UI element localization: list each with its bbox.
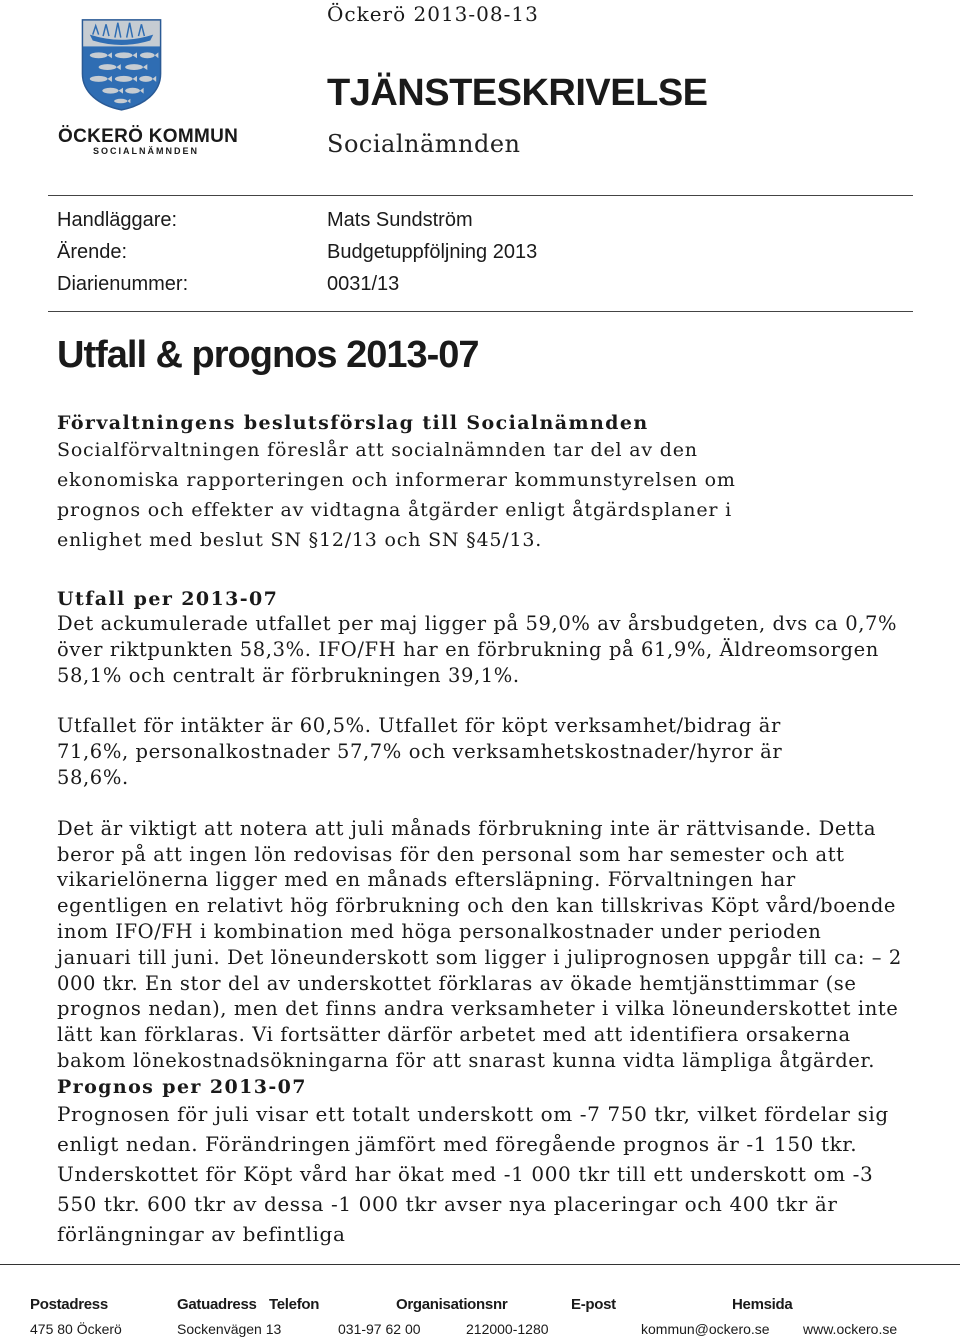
footer-telefon-label: Telefon [269,1296,320,1313]
document-date: Öckerö 2013-08-13 [327,2,539,26]
diarienummer-value: 0031/13 [327,273,400,295]
logo-subname: SOCIALNÄMNDEN [93,146,199,156]
arende-value: Budgetuppföljning 2013 [327,241,538,263]
outcome-paragraph-3: Det är viktigt att notera att juli månads förbrukning inte är rättvisande. Detta beror på att ingen lön redovisas för den personal som har semester och att vikarielönerna ligger med en månads eftersläpning. Förvaltningen har egentligen en relativt hög förbrukning och den kan tillskrivas Köpt vård/boende inom IFO/FH i kombination med höga personalkostnader under perioden januari till juni. Det löneunderskott som ligger i juliprognosen uppgår till ca: – 2 000 tkr. En stor del av underskottet förklaras av ökade hemtjänsttimmar (se prognos nedan), men det finns andra verksamheter i vilka löneunderskottet inte lätt kan förklaras. Vi fortsätter därför arbetet med att identifiera orsakerna bakom lönekostnadsökningarna för att snarast kunna vidta lämpliga åtgärder. [57,816,902,1072]
logo-name: ÖCKERÖ KOMMUN [58,126,239,147]
footer-hemsida-label: Hemsida [732,1296,793,1313]
diarienummer-label: Diarienummer: [57,273,189,295]
outcome-section [57,588,907,1074]
proposal-heading: Förvaltningens beslutsförslag till Socialnämnden [57,412,649,434]
footer-postadress-value: 475 80 Öckerö [30,1321,122,1337]
footer-divider [0,1264,960,1265]
footer-orgnr-label: Organisationsnr [396,1296,508,1313]
handlaggare-label: Handläggare: [57,209,178,231]
main-heading: Utfall & prognos 2013-07 [57,334,479,376]
department-name: Socialnämnden [327,130,521,158]
footer-orgnr-value: 212000-1280 [466,1321,549,1337]
forecast-heading: Prognos per 2013-07 [57,1076,307,1098]
outcome-heading: Utfall per 2013-07 [57,588,279,610]
header-divider [48,195,913,196]
outcome-paragraph-1: Det ackumulerade utfallet per maj ligger på 59,0% av årsbudgeten, dvs ca 0,7% över riktpunkten 58,3%. IFO/FH har en förbrukning på 61,9%, Äldreomsorgen 58,1% och centralt är förbrukningen 39,1%. [57,612,898,687]
footer-postadress-label: Postadress [30,1296,108,1313]
document-title: TJÄNSTESKRIVELSE [327,72,708,114]
footer-hemsida-link[interactable]: www.ockero.se [803,1321,898,1337]
handlaggare-value: Mats Sundström [327,209,473,231]
footer-epost-label: E-post [571,1296,616,1313]
ockero-kommun-coat-of-arms-logo [78,2,196,127]
forecast-section [57,1076,907,1249]
outcome-paragraph-2: Utfallet för intäkter är 60,5%. Utfallet för köpt verksamhet/bidrag är 71,6%, personalkostnader 57,7% och verksamhetskostnader/hyror är 58,6%. [57,714,783,789]
footer-gatuadress-value: Sockenvägen 13 [177,1321,282,1337]
proposal-text: Socialförvaltningen föreslår att socialnämnden tar del av den ekonomiska rapporteringen och informerar kommunstyrelsen om prognos och effekter av vidtagna åtgärder enligt åtgärdsplaner i enlighet med beslut SN §12/13 och SN §45/13. [57,439,736,551]
proposal-section [57,412,907,555]
arende-label: Ärende: [57,241,128,263]
footer-telefon-value: 031-97 62 00 [338,1321,421,1337]
forecast-text: Prognosen för juli visar ett totalt underskott om -7 750 tkr, vilket fördelar sig enligt nedan. Förändringen jämfört med föregående prognos är -1 150 tkr. Underskottet för Köpt vård har ökat med -1 000 tkr till ett underskott om -3 550 tkr. 600 tkr av dessa -1 000 tkr avser nya placeringar och 400 tkr är förlängningar av befintliga [57,1102,889,1246]
meta-divider [48,311,913,312]
footer-epost-link[interactable]: kommun@ockero.se [641,1321,770,1337]
footer-gatuadress-label: Gatuadress [177,1296,257,1313]
